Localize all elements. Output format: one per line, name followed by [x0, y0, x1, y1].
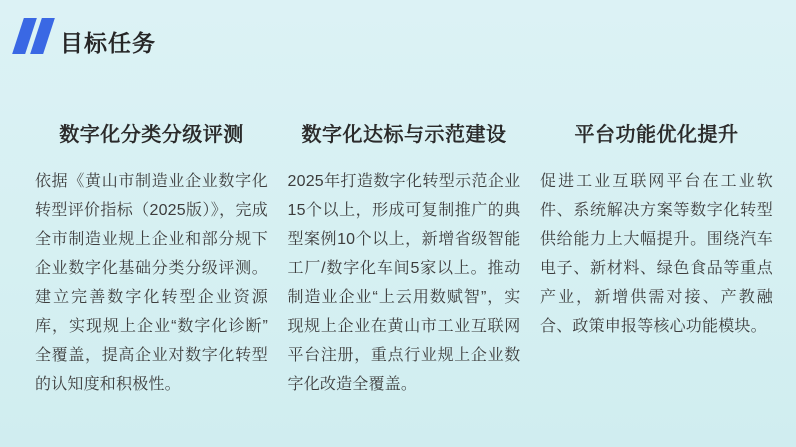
column-heading: 数字化达标与示范建设 [301, 124, 507, 146]
column-body-text: 依据《黄山市制造业企业数字化转型评价指标（2025版）》，完成全市制造业规上企业和部分规下企业数字化基础分类分级评测。建立完善数字化转型企业资源库，实现规上企业“数字化诊断”全覆盖，提高企业对数字化转型的认知度和积极性。 [35, 173, 268, 393]
content-columns [35, 124, 773, 399]
double-slash-icon [10, 17, 58, 55]
column-heading: 数字化分类分级评测 [59, 124, 244, 146]
column-heading: 平台功能优化提升 [574, 124, 739, 146]
column-platform-optimization [540, 124, 773, 399]
column-classification-evaluation [35, 124, 268, 399]
column-standards-demonstration [288, 124, 521, 399]
column-body-text: 2025年打造数字化转型示范企业15个以上，形成可复制推广的典型案例10个以上，新增省级智能工厂/数字化车间5家以上。推动制造业企业“上云用数赋智”，实现规上企业在黄山市工业互联网平台注册，重点行业规上企业数字化改造全覆盖。 [287, 173, 521, 393]
slide-title: 目标任务 [60, 30, 156, 56]
slide-header [10, 8, 156, 55]
column-body-text: 促进工业互联网平台在工业软件、系统解决方案等数字化转型供给能力上大幅提升。围绕汽车电子、新材料、绿色食品等重点产业，新增供需对接、产教融合、政策申报等核心功能模块。 [540, 173, 773, 335]
